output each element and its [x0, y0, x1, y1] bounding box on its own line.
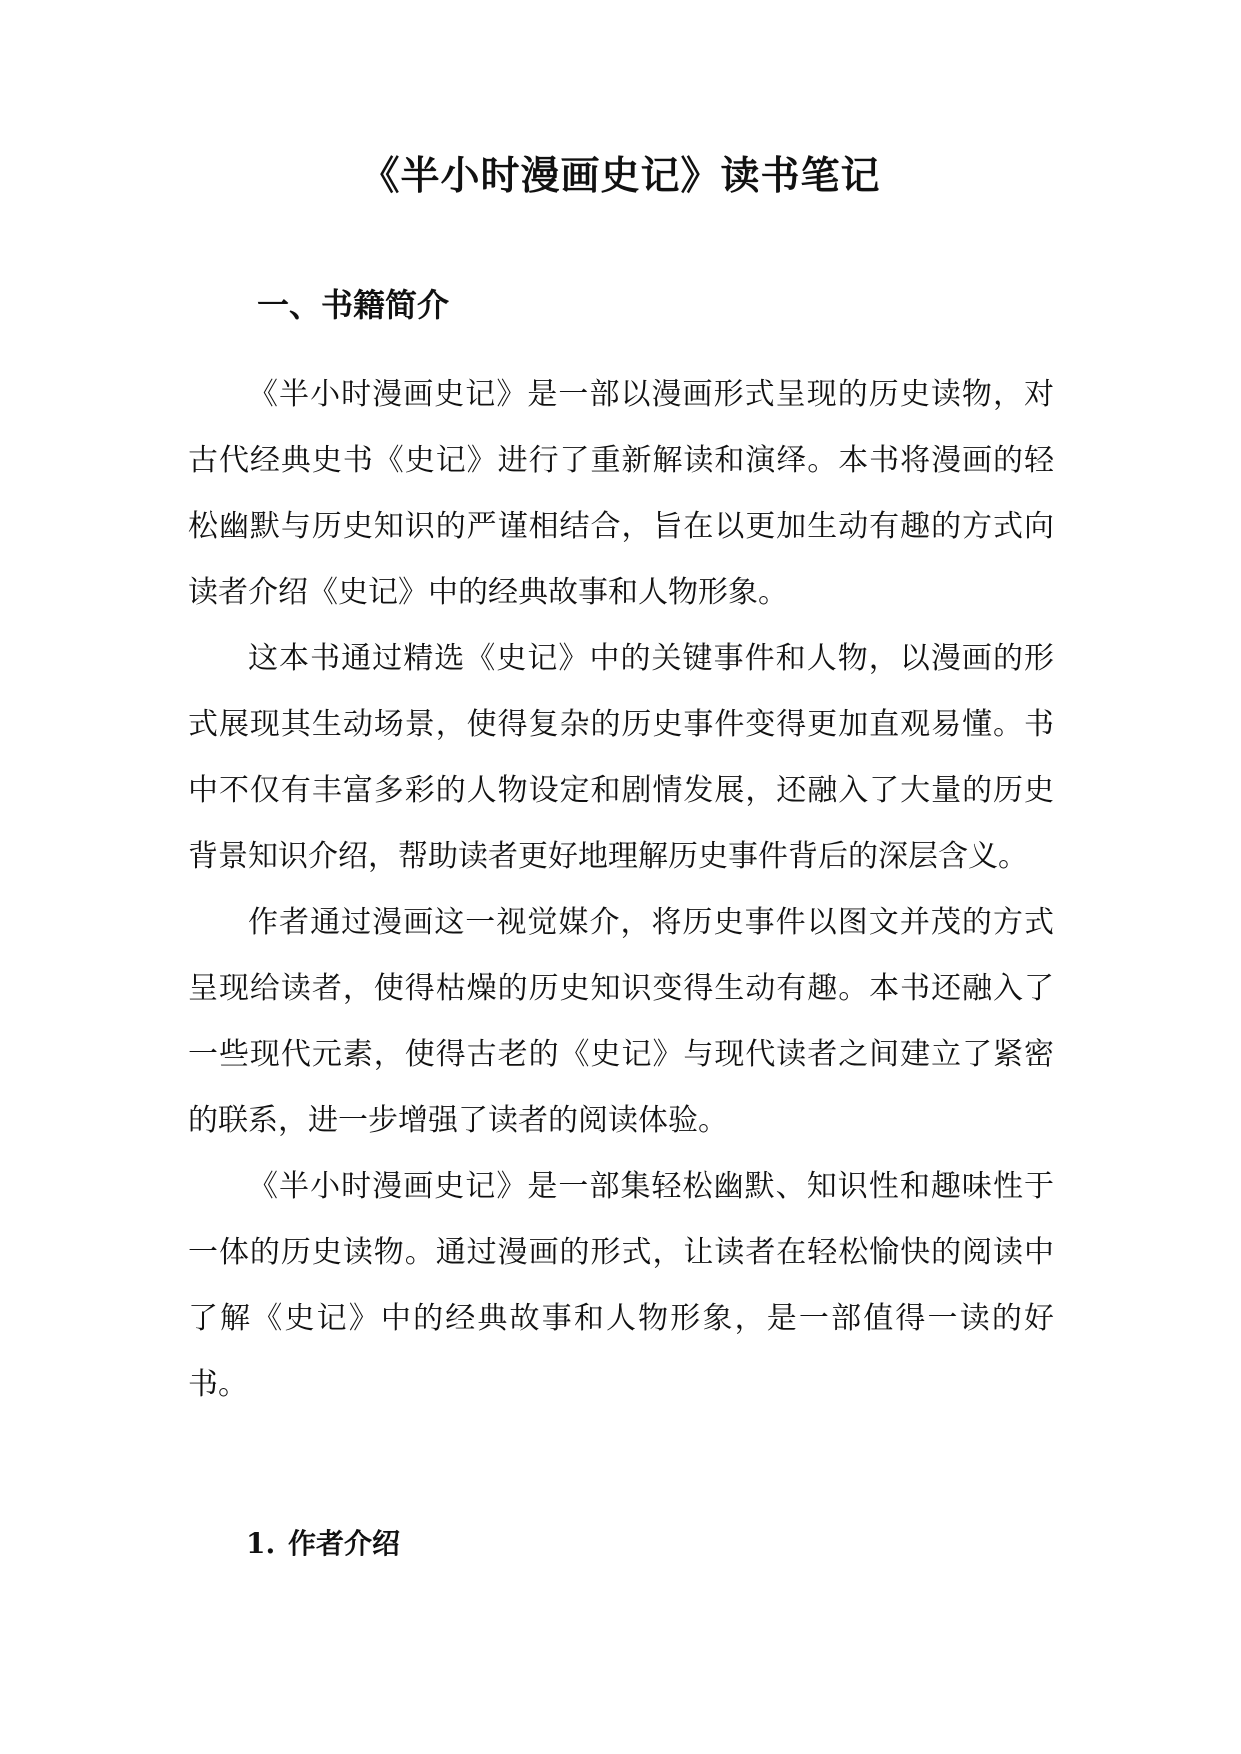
- subsection-title: 作者介绍: [288, 1527, 401, 1560]
- section-body: [188, 362, 1054, 1418]
- section-heading-book-intro: 一、书籍简介: [257, 286, 450, 324]
- subsection-number: 1.: [246, 1527, 276, 1560]
- paragraph: 《半小时漫画史记》是一部以漫画形式呈现的历史读物，对古代经典史书《史记》进行了重新解读和演绎。本书将漫画的轻松幽默与历史知识的严谨相结合，旨在以更加生动有趣的方式向读者介绍《史记》中的经典故事和人物形象。: [188, 377, 1054, 610]
- paragraph: 作者通过漫画这一视觉媒介，将历史事件以图文并茂的方式呈现给读者，使得枯燥的历史知识变得生动有趣。本书还融入了一些现代元素，使得古老的《史记》与现代读者之间建立了紧密的联系，进一步增强了读者的阅读体验。: [188, 905, 1054, 1138]
- paragraph: 《半小时漫画史记》是一部集轻松幽默、知识性和趣味性于一体的历史读物。通过漫画的形式，让读者在轻松愉快的阅读中了解《史记》中的经典故事和人物形象，是一部值得一读的好书。: [188, 1169, 1054, 1402]
- subsection-heading-author-intro: [246, 1520, 400, 1568]
- document-title: 《半小时漫画史记》读书笔记: [360, 153, 881, 199]
- paragraph: 这本书通过精选《史记》中的关键事件和人物，以漫画的形式展现其生动场景，使得复杂的历史事件变得更加直观易懂。书中不仅有丰富多彩的人物设定和剧情发展，还融入了大量的历史背景知识介绍，帮助读者更好地理解历史事件背后的深层含义。: [188, 641, 1054, 874]
